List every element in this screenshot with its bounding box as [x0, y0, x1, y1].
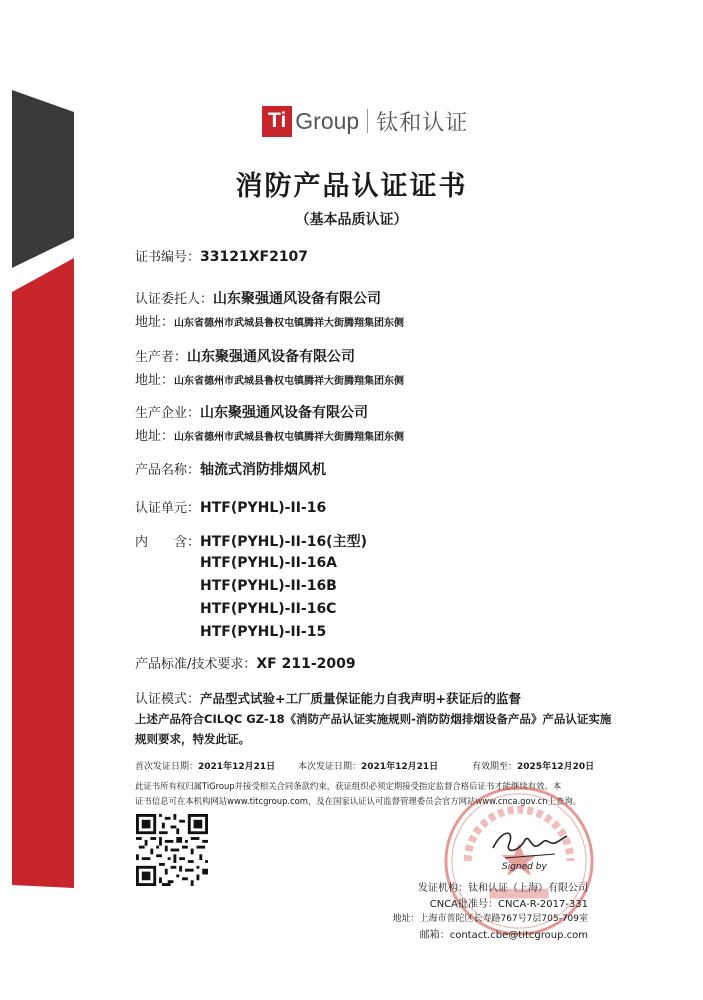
factory-address-row	[135, 425, 404, 444]
unit-row	[135, 497, 326, 516]
standard-label: 产品标准/技术要求：	[135, 657, 257, 672]
contains-label-row	[135, 531, 200, 550]
model-item: HTF(PYHL)-II-16C	[200, 601, 337, 617]
model-item: HTF(PYHL)-II-16(主型)	[200, 534, 367, 550]
certificate-subtitle: （基本品质认证）	[295, 212, 408, 228]
standard-value: XF 211-2009	[256, 656, 356, 672]
producer-address-value: 山东省德州市武城县鲁权屯镇腾祥大街腾翔集团东侧	[174, 376, 405, 387]
handwritten-signature	[485, 818, 575, 868]
statement-line1: 上述产品符合CILQC GZ-18《消防产品认证实施规则-消防防烟排烟设备产品》产品认证实施	[135, 712, 612, 726]
expiry-label: 有效期至：	[472, 762, 518, 772]
product-value: 轴流式消防排烟风机	[200, 462, 327, 478]
issuer-email-label: 邮箱：	[419, 930, 450, 941]
producer-address-label: 地址：	[135, 373, 175, 388]
product-label: 产品名称：	[135, 463, 201, 478]
issuer-address-label: 地址：	[392, 914, 420, 924]
issuer-org-label: 发证机构：	[418, 883, 468, 894]
qr-code	[136, 814, 208, 886]
this-issue-label: 本次发证日期：	[298, 762, 362, 772]
titcgroup-logo	[262, 104, 468, 138]
signed-by-label: Signed by	[502, 862, 547, 872]
factory-label: 生产企业：	[135, 406, 201, 421]
unit-value: HTF(PYHL)-II-16	[200, 500, 327, 516]
factory-row	[135, 402, 368, 422]
factory-address-label: 地址：	[135, 429, 175, 444]
issuer-cnca-value: CNCA-R-2017-331	[498, 899, 588, 910]
mode-row	[135, 688, 521, 707]
producer-row	[135, 346, 355, 366]
issuer-cnca-label: CNCA批准号：	[429, 899, 499, 910]
first-issue-label: 首次发证日期：	[135, 762, 199, 772]
logo-ti: Ti	[262, 106, 292, 137]
client-label: 认证委托人：	[135, 292, 214, 307]
issuer-cnca-row	[430, 895, 588, 910]
decorative-side-band	[0, 0, 80, 1000]
logo-chinese: 钛和认证	[376, 110, 469, 136]
producer-address-row	[135, 369, 404, 388]
producer-value: 山东聚强通风设备有限公司	[187, 349, 356, 365]
notice-line2: 证书信息可在本机构网站www.titcgroup.com，及在国家认证认可监督管理委员会官方网站www.cnca.gov.cn上查询。	[135, 796, 582, 806]
mode-label: 认证模式：	[135, 692, 201, 707]
logo-group: Group	[295, 107, 360, 134]
client-value: 山东聚强通风设备有限公司	[213, 291, 382, 307]
this-issue-date	[298, 759, 438, 772]
expiry-value: 2025年12月20日	[517, 762, 595, 772]
cert-number-value: 33121XF2107	[200, 249, 309, 265]
model-item: HTF(PYHL)-II-16A	[200, 555, 338, 571]
client-address-row	[135, 311, 404, 330]
certificate-title: 消防产品认证证书	[235, 171, 468, 202]
cert-number-row	[135, 246, 308, 265]
client-address-value: 山东省德州市武城县鲁权屯镇腾祥大街腾翔集团东侧	[174, 318, 405, 329]
notice-line1: 此证书所有权归属TiGroup并接受相关合同条款约束，获证组织必须定期接受指定监督合格后证书才能继续有效。本	[135, 781, 562, 791]
issuer-address-row	[392, 911, 588, 924]
mode-value: 产品型式试验+工厂质量保证能力自我声明+获证后的监督	[200, 691, 521, 706]
first-issue-date	[135, 759, 275, 772]
producer-label: 生产者：	[135, 350, 188, 365]
model-item: HTF(PYHL)-II-15	[200, 624, 327, 640]
statement-line2: 规则要求，特发此证。	[135, 732, 250, 746]
model-item: HTF(PYHL)-II-16B	[200, 578, 337, 594]
issuer-org-row	[418, 879, 588, 894]
client-row	[135, 288, 381, 308]
factory-value: 山东聚强通风设备有限公司	[200, 405, 369, 421]
issuer-email-value: contact.cbe@titcgroup.com	[449, 930, 588, 941]
factory-address-value: 山东省德州市武城县鲁权屯镇腾祥大街腾翔集团东侧	[174, 432, 405, 443]
issuer-address-value: 上海市普陀区长寿路767号7层705-709室	[419, 914, 588, 924]
contains-label: 内 含：	[135, 535, 201, 550]
cert-number-label: 证书编号：	[135, 250, 201, 265]
logo-divider	[367, 109, 368, 133]
expiry-date	[472, 759, 594, 772]
issuer-email-row	[420, 926, 588, 941]
standard-row	[135, 653, 356, 672]
client-address-label: 地址：	[135, 315, 175, 330]
first-issue-value: 2021年12月21日	[198, 762, 276, 772]
product-row	[135, 459, 326, 479]
unit-label: 认证单元：	[135, 501, 201, 516]
issuer-org-value: 钛和认证（上海）有限公司	[468, 883, 588, 894]
this-issue-value: 2021年12月21日	[361, 762, 439, 772]
